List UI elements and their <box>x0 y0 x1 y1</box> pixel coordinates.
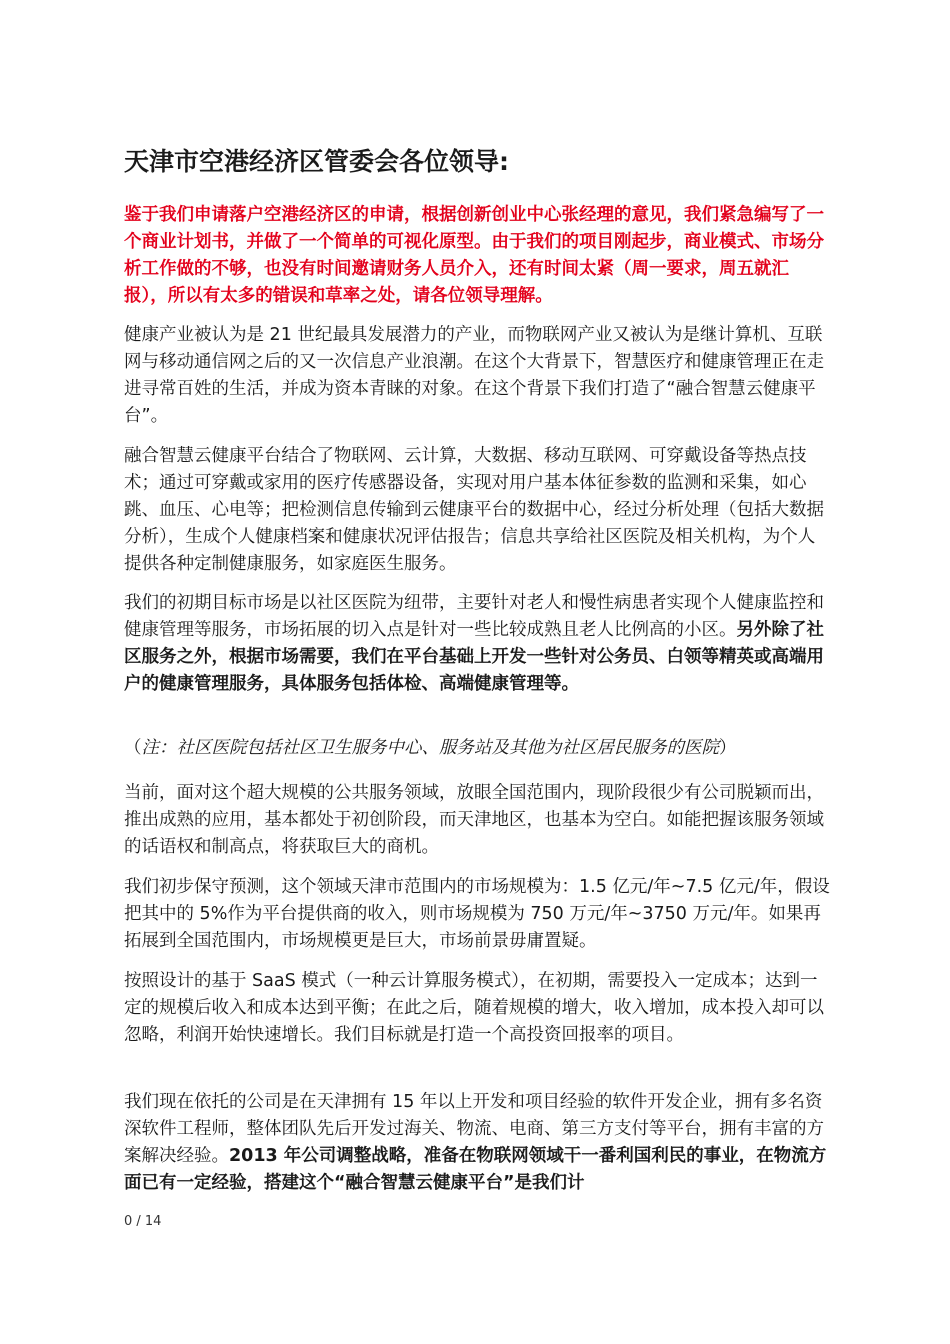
paragraph-bold-text: 另外除了社区服务之外，根据市场需要，我们在平台基础上开发一些针对公务员、白领等精英或高端用户的健康管理服务，具体服务包括体检、高端健康管理等。 <box>124 620 824 694</box>
page-title: 天津市空港经济区管委会各位领导: <box>124 147 509 176</box>
paragraph-platform-description <box>124 443 830 578</box>
paragraph-bold-text: 2013 年公司调整战略，准备在物联网领域干一番利国利民的事业，在物流方面已有一定经验，搭建这个“融合智慧云健康平台”是我们计 <box>124 1146 827 1193</box>
paragraph-text: 按照设计的基于 SaaS 模式（一种云计算服务模式），在初期，需要投入一定成本；达到一定的规模后收入和成本达到平衡；在此之后，随着规模的增大，收入增加，成本投入却可以忽略，利润开始快速增长。我们目标就是打造一个高投资回报率的项目。 <box>124 971 824 1045</box>
paragraph-text: 健康产业被认为是 21 世纪最具发展潜力的产业，而物联网产业又被认为是继计算机、互联网与移动通信网之后的又一次信息产业浪潮。在这个大背景下，智慧医疗和健康管理正在走进寻常百姓的生活，并成为资本青睐的对象。在这个背景下我们打造了“融合智慧云健康平台”。 <box>124 325 824 426</box>
paragraph-text: 当前，面对这个超大规模的公共服务领域，放眼全国范围内，现阶段很少有公司脱颖而出，推出成熟的应用，基本都处于初创阶段，而天津地区，也基本为空白。如能把握该服务领域的话语权和制高点，将获取巨大的商机。 <box>124 783 824 857</box>
paragraph-market-forecast <box>124 874 830 955</box>
note-line <box>124 735 830 762</box>
paragraph-text <box>124 1089 830 1197</box>
note-open-paren: （ <box>124 738 142 758</box>
paragraph-saas-model <box>124 968 830 1049</box>
intro-notice-text: 鉴于我们申请落户空港经济区的申请，根据创新创业中心张经理的意见，我们紧急编写了一个商业计划书，并做了一个简单的可视化原型。由于我们的项目刚起步，商业模式、市场分析工作做的不够，也没有时间邀请财务人员介入，还有时间太紧（周一要求，周五就汇报），所以有太多的错误和草率之处，请各位领导理解。 <box>124 205 824 306</box>
paragraph-normal-text: 我们现在依托的公司是在天津拥有 15 年以上开发和项目经验的软件开发企业，拥有多名资深软件工程师，整体团队先后开发过海关、物流、电商、第三方支付等平台，拥有丰富的方案解决经验。 <box>124 1092 824 1166</box>
note-text: 注：社区医院包括社区卫生服务中心、服务站及其他为社区居民服务的医院 <box>141 738 719 758</box>
paragraph-target-market <box>124 590 830 698</box>
paragraph-text <box>124 590 830 698</box>
page-number: 0 / 14 <box>124 1214 162 1229</box>
paragraph-text: 我们初步保守预测，这个领域天津市范围内的市场规模为：1.5 亿元/年~7.5 亿元/年，假设把其中的 5%作为平台提供商的收入，则市场规模为 750 万元/年~3750 万元/年。如果再拓展到全国范围内，市场规模更是巨大，市场前景毋庸置疑。 <box>124 877 830 951</box>
note-text-line <box>124 735 830 762</box>
paragraph-text: 融合智慧云健康平台结合了物联网、云计算，大数据、移动互联网、可穿戴设备等热点技术；通过可穿戴或家用的医疗传感器设备，实现对用户基本体征参数的监测和采集，如心跳、血压、心电等；把检测信息传输到云健康平台的数据中心，经过分析处理（包括大数据分析），生成个人健康档案和健康状况评估报告；信息共享给社区医院及相关机构，为个人提供各种定制健康服务，如家庭医生服务。 <box>124 446 824 574</box>
intro-notice <box>124 202 830 310</box>
paragraph-health-industry <box>124 322 830 430</box>
note-close-paren: ） <box>719 738 737 758</box>
paragraph-normal-text: 我们的初期目标市场是以社区医院为纽带，主要针对老人和慢性病患者实现个人健康监控和健康管理等服务，市场拓展的切入点是针对一些比较成熟且老人比例高的小区。 <box>124 593 824 640</box>
paragraph-company <box>124 1089 830 1197</box>
paragraph-current-situation <box>124 780 830 861</box>
